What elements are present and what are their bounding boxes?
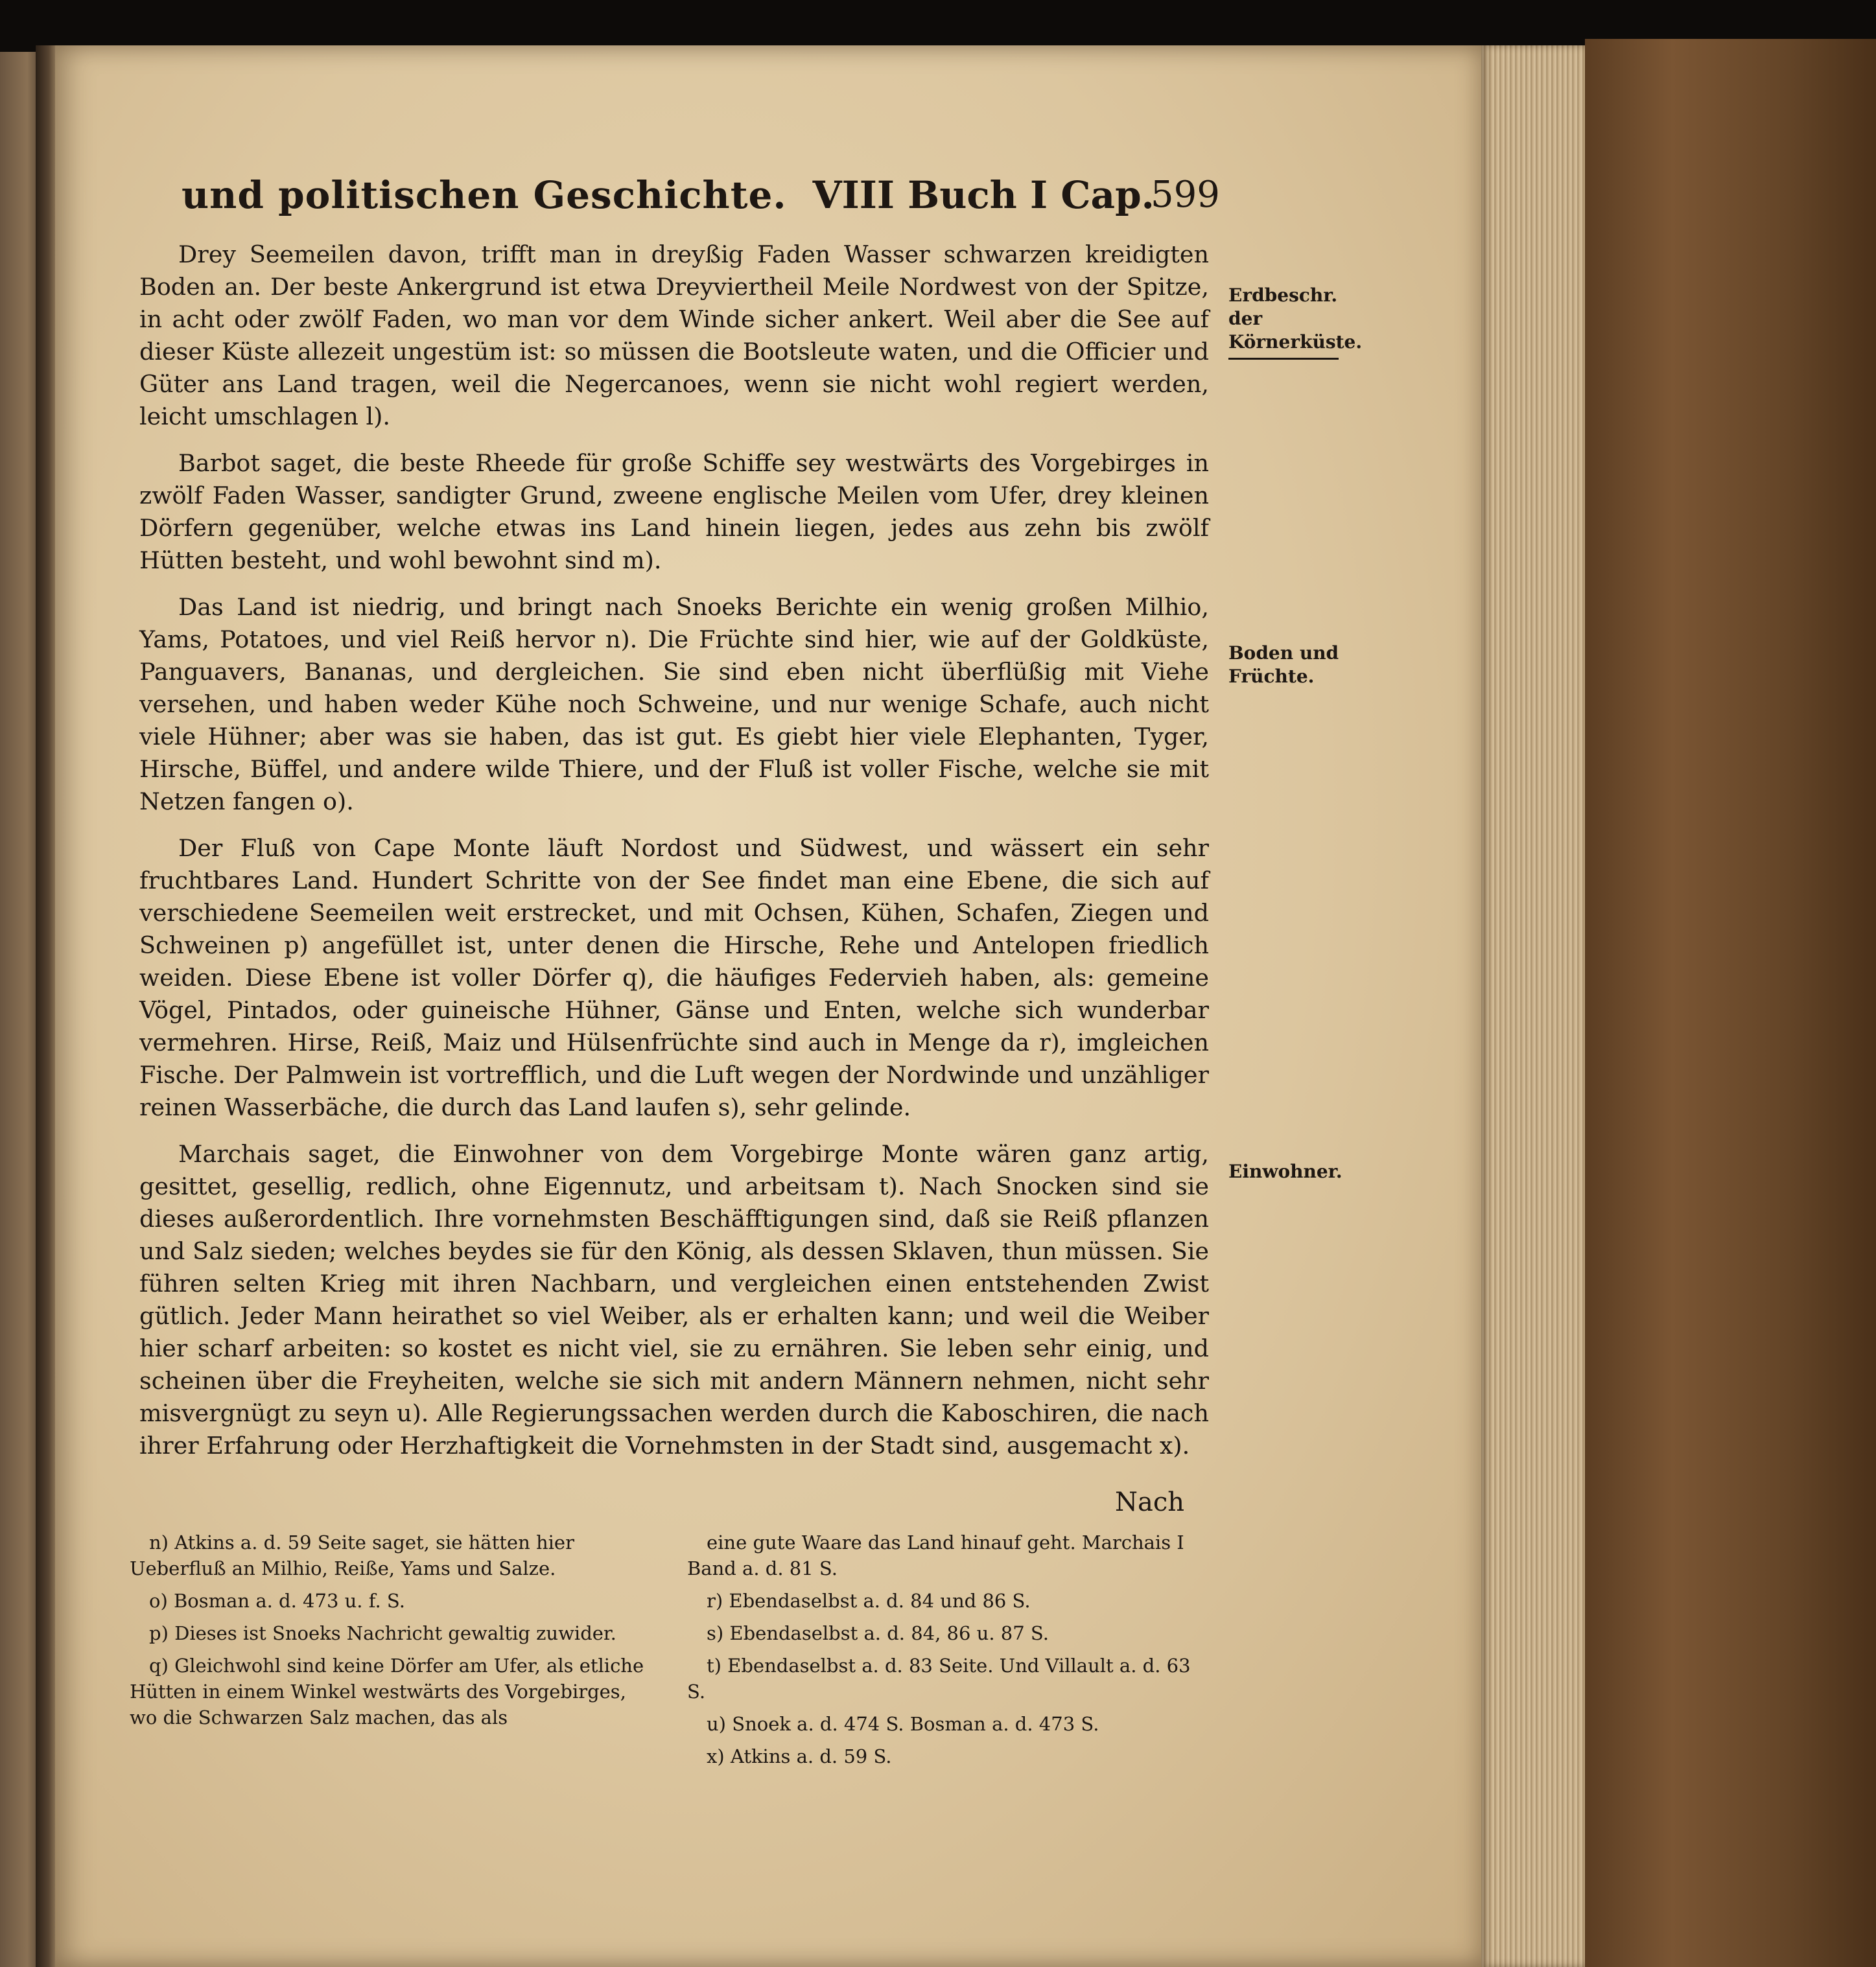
footnotes-left-column (130, 1530, 648, 1776)
footnote: q) Gleichwohl sind keine Dörfer am Ufer, als etliche Hütten in einem Winkel westwärts des Vorgebirges, wo die Schwarzen Salz machen, das als (130, 1655, 644, 1728)
page-content (55, 45, 1481, 1967)
body-text (139, 239, 1209, 1476)
footnotes-right-column (687, 1530, 1206, 1776)
paragraph: Drey Seemeilen davon, trifft man in dreyßig Faden Wasser schwarzen kreidigten Boden an. Der beste Ankergrund ist etwa Dreyviertheil Meile Nordwest von der Spitze, in acht oder zwölf Faden, wo man vor dem Winde sicher ankert. Weil aber die See auf dieser Küste allezeit ungestüm ist: so müssen die Bootsleute waten, und die Officier und Güter ans Land tragen, weil die Negercanoes, wenn sie nicht wohl regiert werden, leicht umschlagen l). (139, 240, 1209, 430)
footnotes (130, 1530, 1206, 1776)
footnote: u) Snoek a. d. 474 S. Bosman a. d. 473 S. (707, 1713, 1099, 1735)
paragraph: Der Fluß von Cape Monte läuft Nordost und Südwest, und wässert ein sehr fruchtbares Land. Hundert Schritte von der See findet man eine Ebene, die sich auf verschiedene Seemeilen weit erstrecket, und mit Ochsen, Kühen, Schafen, Ziegen und Schweinen p) angefüllet ist, unter denen die Hirsche, Rehe und Antelopen friedlich weiden. Diese Ebene ist voller Dörfer q), die häufiges Federvieh haben, als: gemeine Vögel, Pintados, oder guineische Hühner, Gänse und Enten, welche sich wunderbar vermehren. Hirse, Reiß, Maiz und Hülsenfrüchte sind auch in Menge da r), imgleichen Fische. Der Palmwein ist vortrefflich, und die Luft wegen der Nordwinde und unzähliger reinen Wasserbäche, die durch das Land laufen s), sehr gelinde. (139, 834, 1209, 1121)
running-title: und politischen Geschichte. (182, 173, 787, 217)
book-chapter-label: VIII Buch I Cap. (812, 173, 1155, 217)
footnote: r) Ebendaselbst a. d. 84 und 86 S. (707, 1590, 1031, 1612)
page-fore-edge (1481, 45, 1585, 1967)
running-header (182, 159, 1258, 217)
paragraph: Barbot saget, die beste Rheede für große Schiffe sey westwärts des Vorgebirges in zwölf Faden Wasser, sandigter Grund, zweene englische Meilen vom Ufer, drey kleinen Dörfern gegenüber, welche etwas ins Land hinein liegen, jedes aus zehn bis zwölf Hütten besteht, und wohl bewohnt sind m). (139, 449, 1209, 574)
paragraph: Marchais saget, die Einwohner von dem Vorgebirge Monte wären ganz artig, gesittet, gesellig, redlich, ohne Eigennutz, und arbeitsam t). Nach Snocken sind sie dieses außerordentlich. Ihre vornehmsten Beschäfftigungen sind, daß sie Reiß pflanzen und Salz sieden; welches beydes sie für den König, als dessen Sklaven, thun müssen. Sie führen selten Krieg mit ihren Nachbarn, und vergleichen einen entstehenden Zwist gütlich. Jeder Mann heirathet so viel Weiber, als er erhalten kann; und weil die Weiber hier scharf arbeiten: so kostet es nicht viel, sie zu ernähren. Sie leben sehr einig, und scheinen über die Freyheiten, welche sie sich mit andern Männern nehmen, nicht sehr misvergnügt zu seyn u). Alle Regierungssachen werden durch die Kaboschiren, die nach ihrer Erfahrung oder Herzhaftigkeit die Vornehmsten in der Stadt sind, ausgemacht x). (139, 1140, 1209, 1460)
catchword: Nach (1115, 1487, 1185, 1517)
page-599 (55, 45, 1481, 1967)
book-cover (1585, 39, 1876, 1967)
footnote: eine gute Waare das Land hinauf geht. Marchais I Band a. d. 81 S. (687, 1531, 1184, 1579)
margin-note-geography (1228, 284, 1363, 360)
margin-note-text: Erdbeschr. der Körnerküste. (1228, 285, 1363, 353)
margin-note-soil: Boden und Früchte. (1228, 642, 1339, 687)
footnote: o) Bosman a. d. 473 u. f. S. (149, 1590, 405, 1612)
footnote: p) Dieses ist Snoeks Nachricht gewaltig zuwider. (149, 1622, 616, 1644)
page-number: 599 (1151, 174, 1220, 216)
footnote: t) Ebendaselbst a. d. 83 Seite. Und Villault a. d. 63 S. (687, 1655, 1191, 1703)
margin-brace (1228, 358, 1339, 360)
paragraph: Das Land ist niedrig, und bringt nach Snoeks Berichte ein wenig großen Milhio, Yams, Potatoes, und viel Reiß hervor n). Die Früchte sind hier, wie auf der Goldküste, Panguavers, Bananas, und dergleichen. Sie sind eben nicht überflüßig mit Viehe versehen, und haben weder Kühe noch Schweine, und nur wenige Schafe, auch nicht viele Hühner; aber was sie haben, das ist gut. Es giebt hier viele Elephanten, Tyger, Hirsche, Büffel, und andere wilde Thiere, und der Fluß ist voller Fische, welche sie mit Netzen fangen o). (139, 593, 1209, 815)
margin-note-inhabitants: Einwohner. (1228, 1161, 1343, 1182)
footnote: x) Atkins a. d. 59 S. (707, 1745, 892, 1767)
footnote: s) Ebendaselbst a. d. 84, 86 u. 87 S. (707, 1622, 1049, 1644)
footnote: n) Atkins a. d. 59 Seite saget, sie hätten hier Ueberfluß an Milhio, Reiße, Yams und Salze. (130, 1531, 574, 1579)
